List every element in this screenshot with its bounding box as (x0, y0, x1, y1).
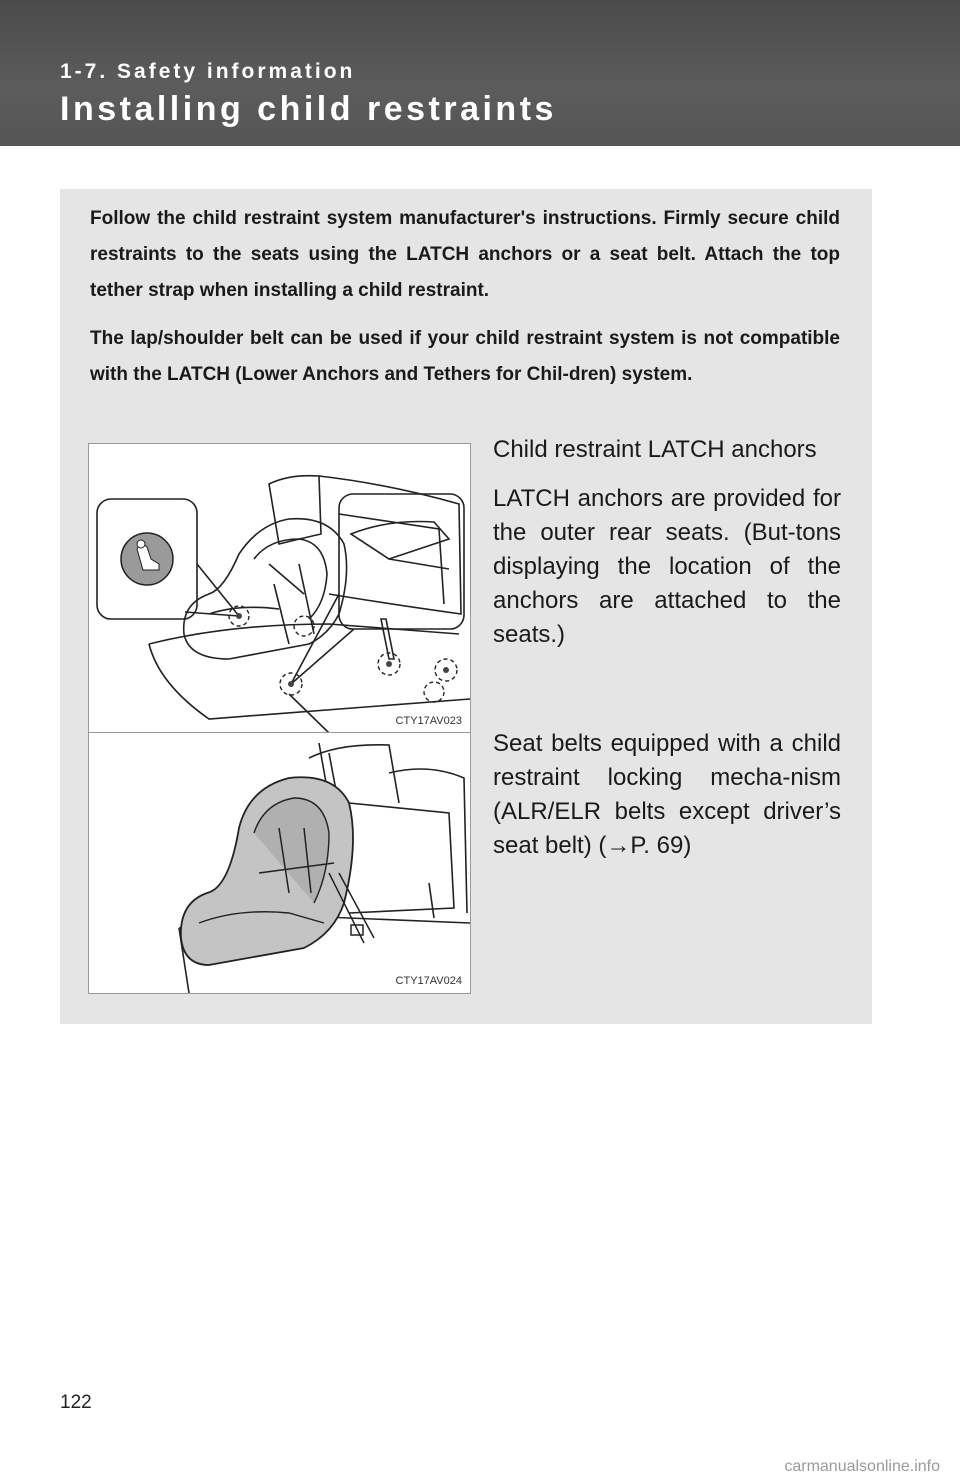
latch-anchors-description (493, 433, 841, 652)
intro-text (90, 201, 840, 405)
seat-belt-body: Seat belts equipped with a child restraint locking mecha-nism (ALR/ELR belts except driver’s seat belt) (→P. 69) (493, 730, 841, 859)
figure-code: CTY17AV023 (395, 715, 462, 727)
figure-code: CTY17AV024 (395, 975, 462, 987)
child-seat-belt-illustration (88, 732, 471, 994)
latch-anchors-illustration (88, 443, 471, 734)
intro-paragraph-2: The lap/shoulder belt can be used if your child restraint system is not compatible with the LATCH (Lower Anchors and Tethers for Chil-dren) system. (90, 328, 840, 385)
seat-belt-description (493, 727, 841, 863)
latch-anchors-heading: Child restraint LATCH anchors (493, 436, 817, 463)
watermark: carmanualsonline.info (784, 1458, 940, 1475)
section-label: 1-7. Safety information (60, 60, 356, 83)
intro-paragraph-1: Follow the child restraint system manufacturer's instructions. Firmly secure child restraints to the seats using the LATCH anchors or a seat belt. Attach the top tether strap when installing a child restraint. (90, 208, 840, 301)
page-header (0, 0, 960, 146)
page-number: 122 (60, 1392, 92, 1413)
content-box (60, 189, 872, 1024)
latch-anchors-drawing (89, 444, 470, 733)
child-seat-belt-drawing (89, 733, 470, 993)
latch-anchors-body: LATCH anchors are provided for the outer rear seats. (But-tons displaying the location of the anchors are attached to the seats.) (493, 485, 841, 648)
page-title: Installing child restraints (60, 90, 557, 128)
